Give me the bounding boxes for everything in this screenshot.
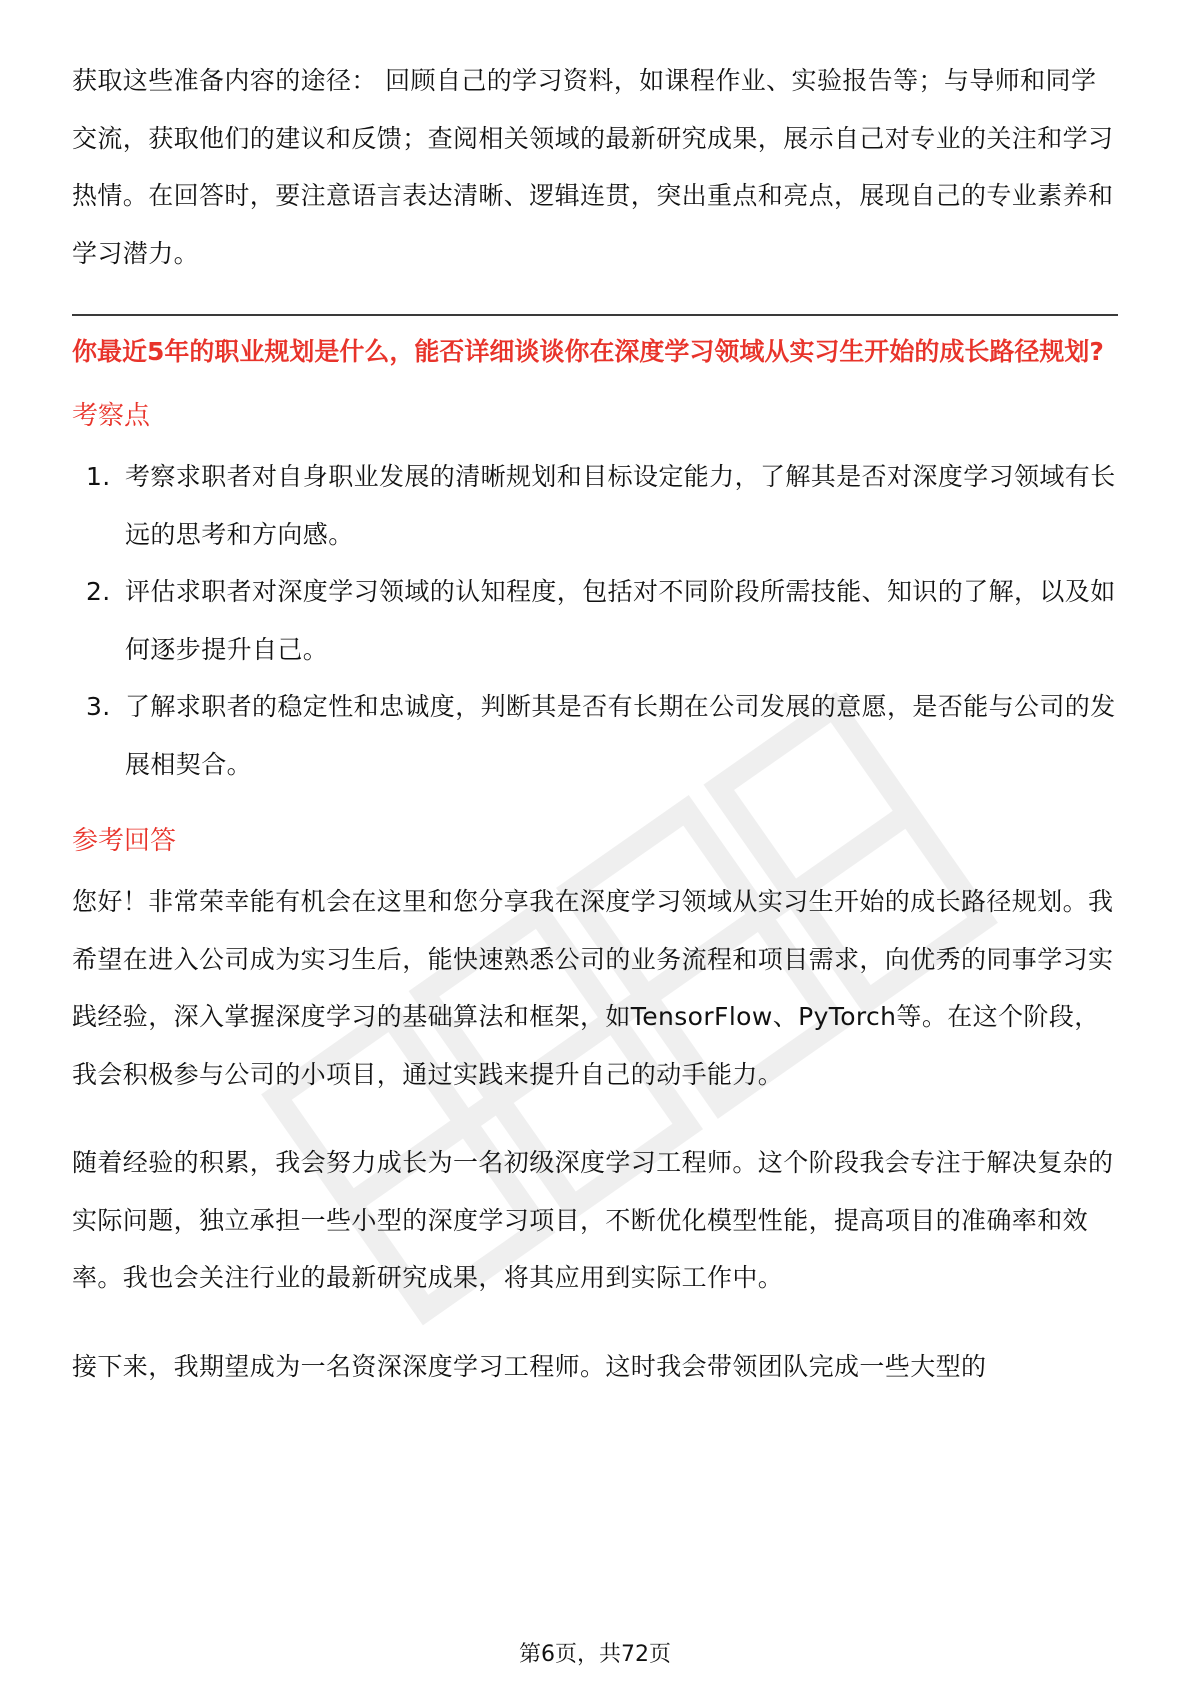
assessment-item: [72, 678, 1118, 793]
answer-paragraph: 您好！非常荣幸能有机会在这里和您分享我在深度学习领域从实习生开始的成长路径规划。我希望在进入公司成为实习生后，能快速熟悉公司的业务流程和项目需求，向优秀的同事学习实践经验，深入掌握深度学习的基础算法和框架，如TensorFlow、PyTorch等。在这个阶段，我会积极参与公司的小项目，通过实践来提升自己的动手能力。: [72, 887, 1114, 1089]
assessment-item: [72, 563, 1118, 678]
answer-title: 参考回答: [72, 826, 177, 856]
list-item-text: 了解求职者的稳定性和忠诚度，判断其是否有长期在公司发展的意愿，是否能与公司的发展相契合。: [125, 692, 1116, 779]
list-number: 3.: [86, 692, 111, 721]
page-footer: 第6页，共72页: [519, 1642, 671, 1667]
question-heading: 你最近5年的职业规划是什么，能否详细谈谈你在深度学习领域从实习生开始的成长路径规划?: [72, 337, 1104, 366]
assessment-item: [72, 448, 1118, 563]
list-number: 1.: [86, 462, 111, 491]
intro-paragraph: 获取这些准备内容的途径： 回顾自己的学习资料，如课程作业、实验报告等；与导师和同学交流，获取他们的建议和反馈；查阅相关领域的最新研究成果，展示自己对专业的关注和学习热情。在回答时，要注意语言表达清晰、逻辑连贯，突出重点和亮点，展现自己的专业素养和学习潜力。: [72, 66, 1114, 268]
answer-paragraph: 接下来，我期望成为一名资深深度学习工程师。这时我会带领团队完成一些大型的: [72, 1351, 987, 1381]
list-item-text: 评估求职者对深度学习领域的认知程度，包括对不同阶段所需技能、知识的了解，以及如何逐步提升自己。: [125, 577, 1116, 664]
list-number: 2.: [86, 577, 111, 606]
section-divider: [72, 314, 1118, 316]
answer-paragraph: 随着经验的积累，我会努力成长为一名初级深度学习工程师。这个阶段我会专注于解决复杂的实际问题，独立承担一些小型的深度学习项目，不断优化模型性能，提高项目的准确率和效率。我也会关注行业的最新研究成果，将其应用到实际工作中。: [72, 1148, 1114, 1292]
assessment-title: 考察点: [72, 401, 151, 431]
assessment-list: [72, 448, 1118, 793]
list-item-text: 考察求职者对自身职业发展的清晰规划和目标设定能力，了解其是否对深度学习领域有长远的思考和方向感。: [125, 462, 1116, 549]
page-content: [72, 52, 1118, 1426]
